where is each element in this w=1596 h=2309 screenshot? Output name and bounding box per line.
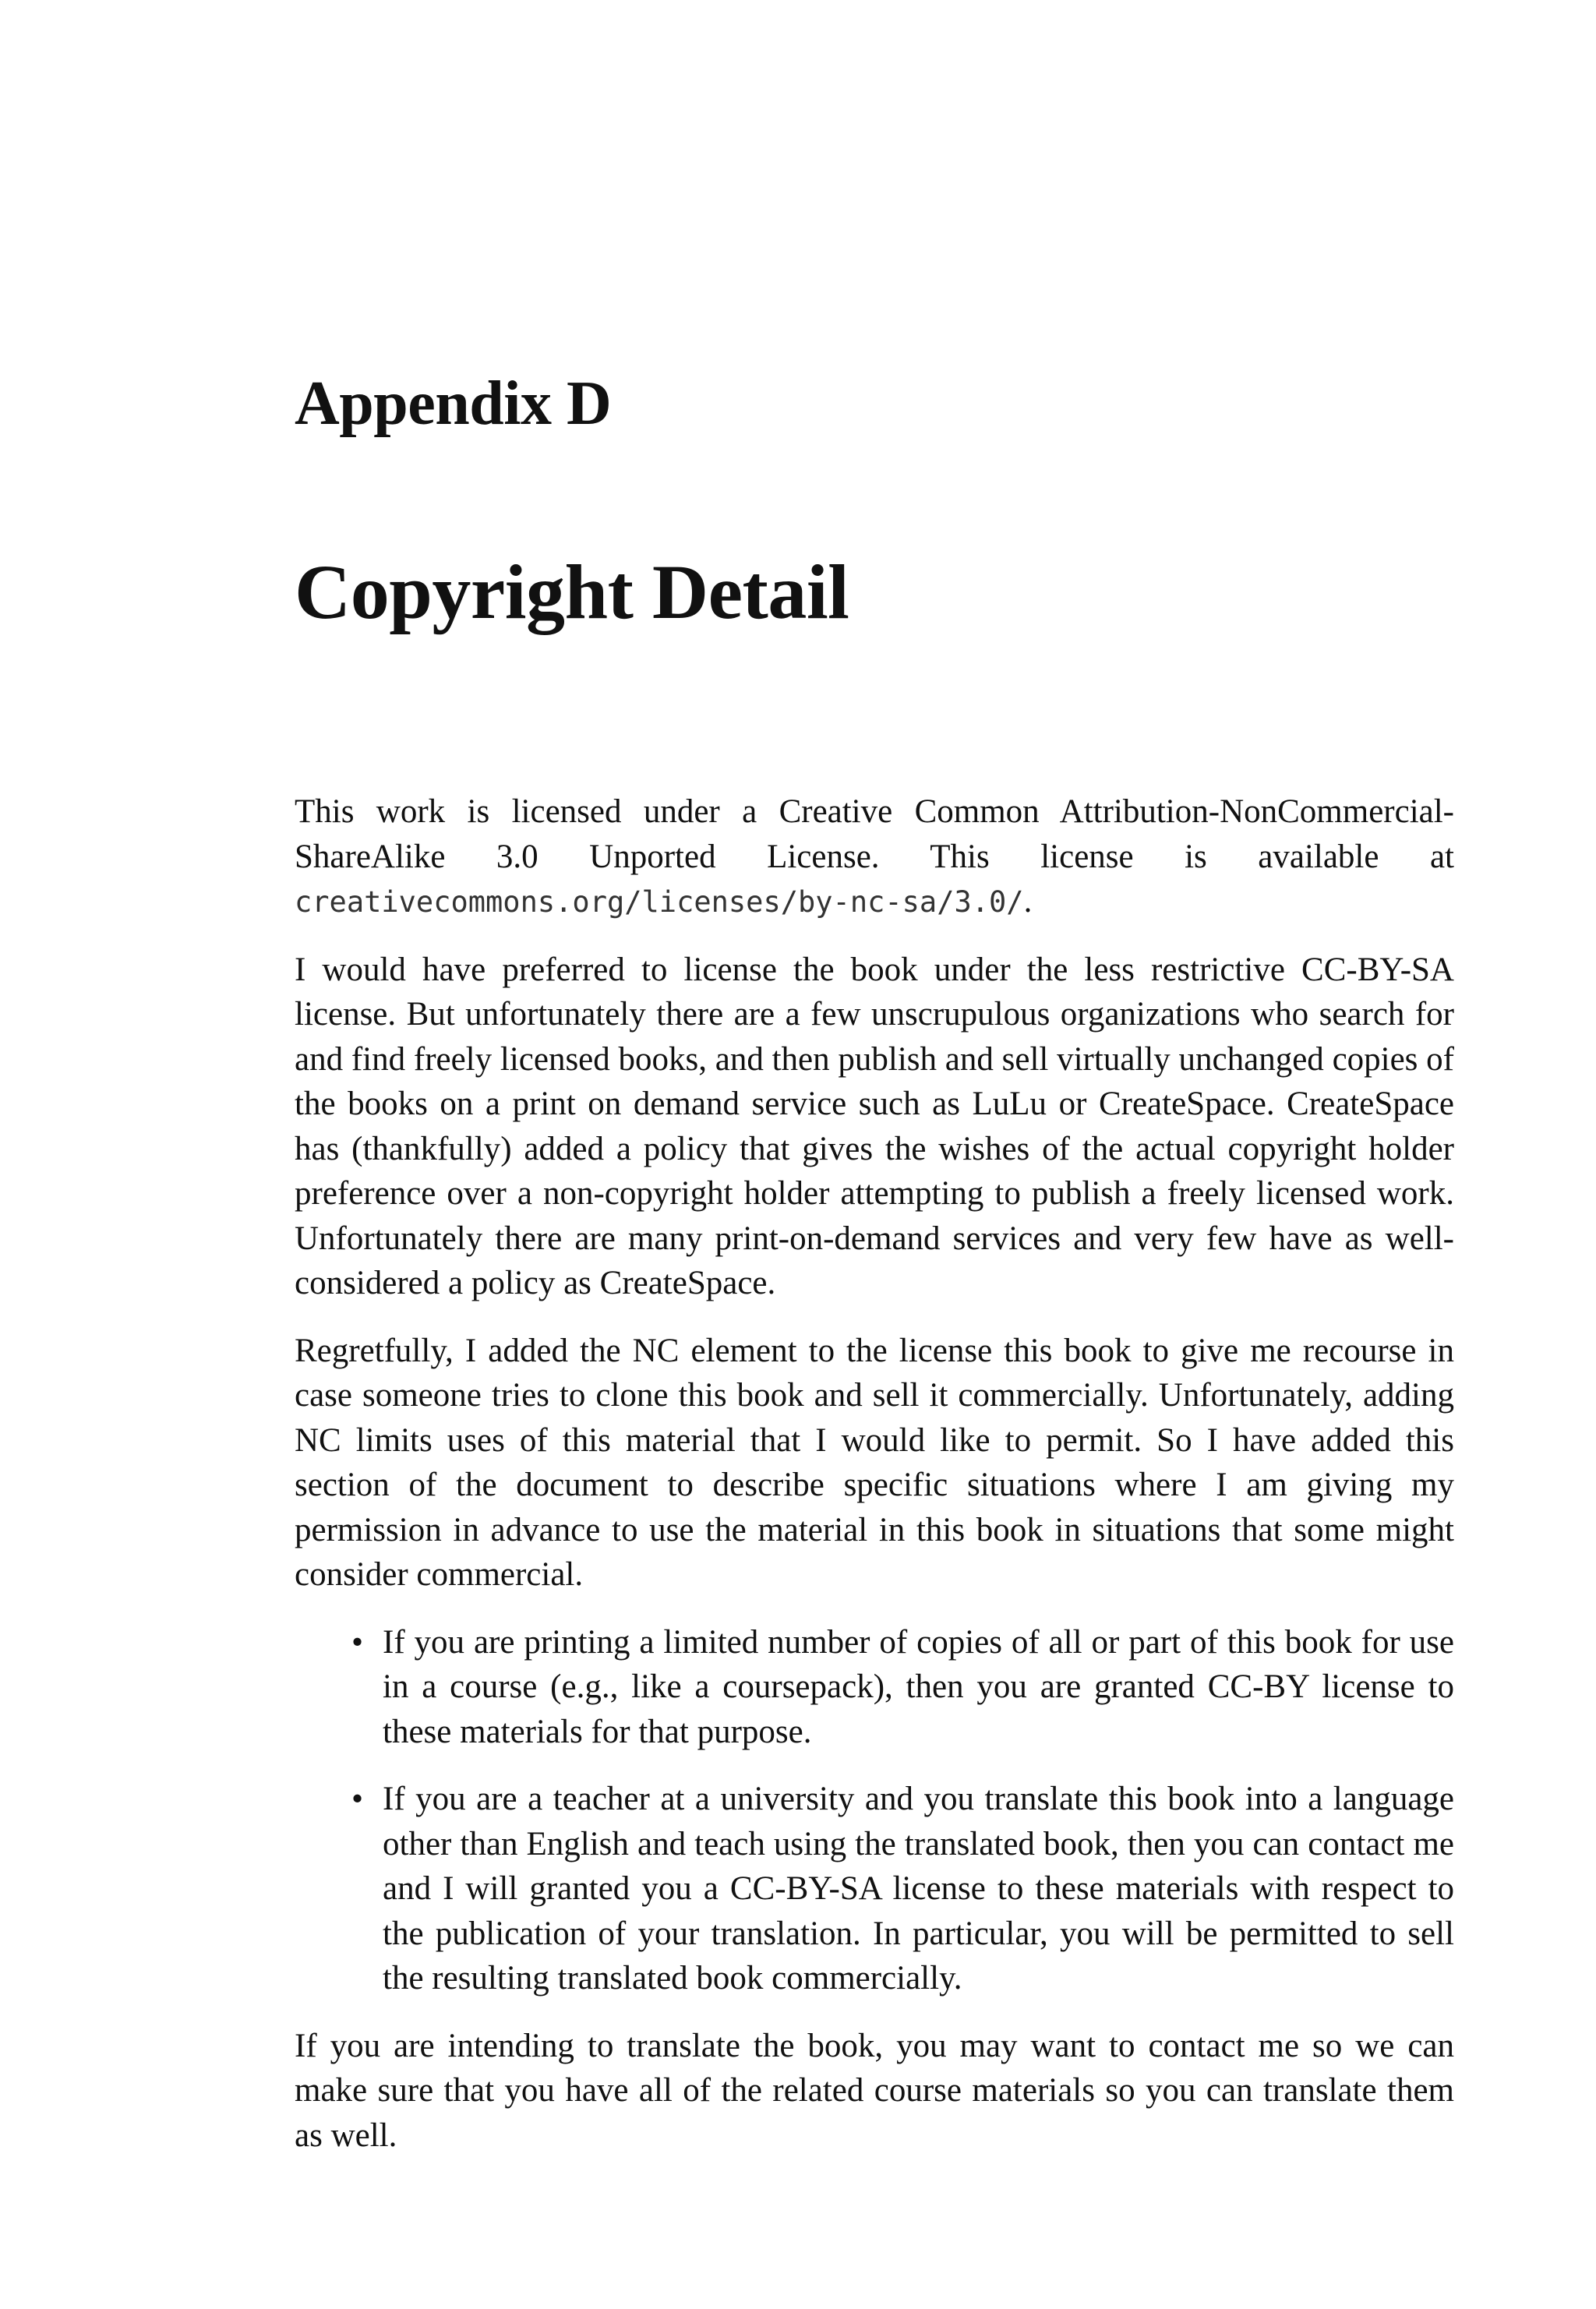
page-title: Copyright Detail	[295, 549, 849, 635]
permission-list	[295, 1620, 1454, 2001]
list-item	[351, 1620, 1454, 1755]
document-body	[295, 789, 1454, 2180]
list-item	[351, 1777, 1454, 2001]
nc-element-paragraph: Regretfully, I added the NC element to the license this book to give me recourse in case someone tries to clone this book and sell it commercially. Unfortunately, adding NC limits uses of this material that I would like to permit. So I have added this section of the document to describe specific situations where I am giving my permission in advance to use the material in this book in situations that some might consider commercial.	[295, 1332, 1454, 1593]
bullet-icon: •	[351, 1781, 364, 1817]
license-period: .	[1023, 883, 1033, 920]
license-url-link[interactable]: creativecommons.org/licenses/by-nc-sa/3.0/	[295, 885, 1024, 919]
preferred-license-paragraph: I would have preferred to license the book under the less restrictive CC-BY-SA license. But unfortunately there are a few unscrupulous organizations who search for and find freely licensed books, and then publish and sell virtually unchanged copies of the books on a print on demand service such as LuLu or CreateSpace. CreateSpace has (thankfully) added a policy that gives the wishes of the actual copyright holder preference over a non-copyright holder attempting to publish a freely licensed work. Unfortunately there are many print-on-demand services and very few have as well-considered a policy as CreateSpace.	[295, 951, 1454, 1301]
license-paragraph	[295, 789, 1454, 925]
bullet-icon: •	[351, 1623, 364, 1661]
list-item-text: If you are printing a limited number of copies of all or part of this book for use in a course (e.g., like a coursepack), then you are granted CC-BY license to these materials for that purpose.	[383, 1623, 1454, 1750]
translation-paragraph: If you are intending to translate the book, you may want to contact me so we can make sure that you have all of the related course materials so you can translate them as well.	[295, 2027, 1454, 2154]
list-item-text: If you are a teacher at a university and you translate this book into a language other than English and teach using the translated book, then you can contact me and I will granted you a CC-BY-SA license to these materials with respect to the publication of your translation. In particular, you will be permitted to sell the resulting translated book commercially.	[383, 1781, 1454, 1997]
appendix-label: Appendix D	[295, 369, 612, 438]
license-intro-text: This work is licensed under a Creative Common Attribution-NonCommercial-ShareAlike 3.0 Unported License. This license is available at	[295, 793, 1454, 875]
